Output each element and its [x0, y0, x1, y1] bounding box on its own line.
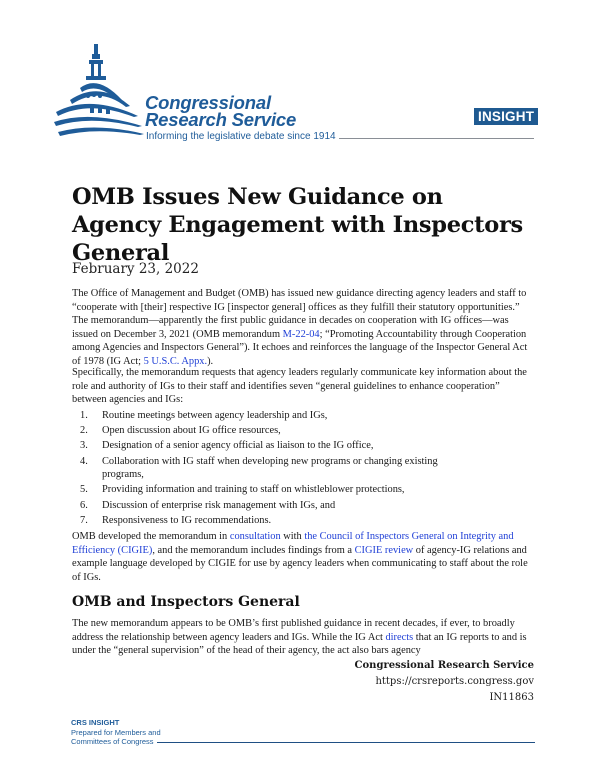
footer-divider	[157, 742, 535, 743]
footer-prepared-row	[71, 737, 535, 747]
list-text: Providing information and training to staff on whistleblower protections,	[102, 484, 405, 496]
footer-url[interactable]: https://crsreports.congress.gov	[375, 676, 534, 687]
crs-logo-text	[145, 94, 296, 128]
text-span: The new memorandum appears to be OMB’s first published guidance in recent decades, if ever, to broadly address the relationship between agency leaders and IGs. While the IG Act	[72, 618, 515, 643]
text-span: The Office of Management and Budget (OMB) has issued new guidance directing agency leaders and staff to “cooperate with [their] respective IG [inspector general] offices as they fulfill their statutory opportunities.” The memorandum—apparently the first public guidance in decades on cooperation with IG offices—was issued on December 3, 2021 (OMB memorandum	[72, 288, 527, 340]
list-item	[80, 514, 480, 528]
footer-publisher-block	[355, 658, 534, 706]
report-id: IN11863	[489, 692, 534, 703]
footer-prepared-line1: Prepared for Members and	[71, 727, 161, 737]
list-item	[80, 499, 480, 513]
section-paragraph	[72, 617, 534, 658]
footer-prepared-line2: Committees of Congress	[71, 737, 154, 746]
list-text: Collaboration with IG staff when developing new programs or changing existing programs,	[102, 455, 438, 481]
list-text: Responsiveness to IG recommendations.	[102, 514, 272, 526]
list-item	[80, 409, 480, 423]
text-span: of agency-IG relations and example language developed by CIGIE for use by agency leaders when communicating to staff about the role of IGs.	[72, 544, 528, 583]
tagline-row	[146, 131, 534, 142]
footer-label: CRS INSIGHT	[71, 718, 120, 727]
insight-badge: INSIGHT	[474, 108, 538, 125]
page-title: OMB Issues New Guidance on Agency Engagement with Inspectors General	[72, 184, 523, 266]
text-span: that an IG reports to and is under the “general supervision” of the head of their agency, the act also bars agency	[72, 631, 527, 657]
list-text: Discussion of enterprise risk management with IGs, and	[102, 499, 336, 511]
list-item	[80, 455, 480, 482]
capitol-dome-logo	[50, 40, 145, 140]
list-number: 6.	[80, 499, 88, 511]
list-number: 7.	[80, 514, 88, 526]
text-span: , and the memorandum includes findings from a	[152, 544, 355, 556]
list-text: Routine meetings between agency leadership and IGs,	[102, 410, 328, 421]
memo-link[interactable]: M-22-04	[282, 328, 320, 340]
guidelines-list	[80, 409, 480, 529]
list-number: 2.	[80, 425, 88, 437]
list-item	[80, 483, 480, 497]
list-number: 5.	[80, 484, 88, 496]
consultation-paragraph	[72, 530, 534, 584]
text-span: ; “Promoting Accountability through Cooperation among Agencies and Inspectors General”). It echoes and reinforces the language of the Inspector General Act of 1978 (IG Act;	[72, 328, 528, 367]
intro-paragraph	[72, 287, 534, 369]
list-text: Designation of a senior agency official as liaison to the IG office,	[102, 440, 374, 452]
list-number: 1.	[80, 410, 88, 421]
list-number: 3.	[80, 440, 88, 452]
publication-date: February 23, 2022	[72, 261, 199, 277]
text-span: ).	[207, 355, 214, 367]
org-name-line2: Research Service	[145, 109, 297, 130]
section-heading: OMB and Inspectors General	[72, 594, 300, 610]
text-span: with	[280, 531, 305, 542]
guidelines-intro-paragraph: Specifically, the memorandum requests that agency leaders regularly communicate key information about the role and authority of IGs to their staff and identifies seven “general guidelines to enhance cooperation” between agencies and IGs:	[72, 367, 527, 406]
text-span: OMB developed the memorandum in	[72, 531, 230, 542]
tagline: Informing the legislative debate since 1914	[146, 131, 336, 142]
tagline-divider	[339, 138, 534, 139]
list-item	[80, 439, 480, 453]
footer-crs-insight	[71, 718, 535, 747]
footer-org: Congressional Research Service	[354, 660, 534, 671]
list-item	[80, 424, 480, 438]
cigie-link[interactable]: the Council of Inspectors General on Integrity and Efficiency (CIGIE)	[72, 531, 514, 556]
list-text: Open discussion about IG office resources,	[102, 425, 281, 437]
cigie-review-link[interactable]: CIGIE review	[354, 544, 414, 556]
consultation-link[interactable]: consultation	[229, 531, 281, 542]
org-name-line1: Congressional	[145, 92, 271, 113]
directs-link[interactable]: directs	[385, 631, 414, 643]
usc-link[interactable]: 5 U.S.C. Appx.	[143, 355, 208, 367]
list-number: 4.	[80, 455, 88, 467]
